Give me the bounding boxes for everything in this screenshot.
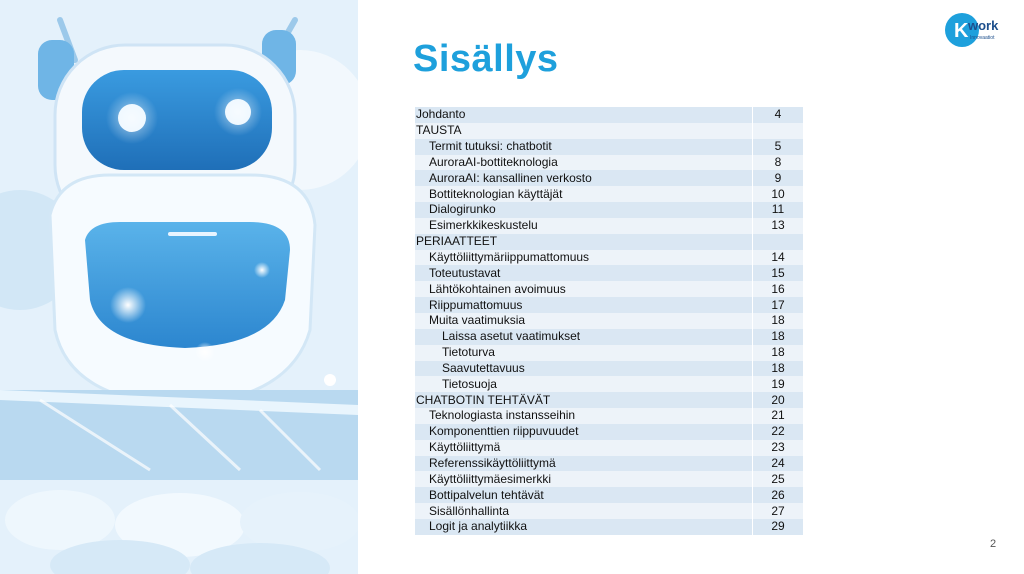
toc-row[interactable]	[415, 234, 803, 250]
toc-entry-label: Teknologiasta instansseihin	[415, 408, 753, 424]
toc-row[interactable]	[415, 123, 803, 139]
toc-entry-page	[753, 123, 804, 139]
toc-row[interactable]	[415, 487, 803, 503]
logo-subtext: Innovaatiot	[970, 35, 995, 41]
toc-entry-page: 20	[753, 392, 804, 408]
toc-row[interactable]	[415, 471, 803, 487]
toc-entry-label: Muita vaatimuksia	[415, 313, 753, 329]
page-title: Sisällys	[413, 38, 559, 80]
toc-entry-page: 16	[753, 281, 804, 297]
toc-row[interactable]	[415, 265, 803, 281]
toc-row[interactable]	[415, 408, 803, 424]
toc-row[interactable]	[415, 313, 803, 329]
toc-entry-page	[753, 234, 804, 250]
toc-row[interactable]	[415, 392, 803, 408]
toc-entry-label: Komponenttien riippuvuudet	[415, 424, 753, 440]
page-number: 2	[990, 538, 997, 550]
toc-entry-label: Lähtökohtainen avoimuus	[415, 281, 753, 297]
toc-entry-label: Termit tutuksi: chatbotit	[415, 139, 753, 155]
toc-entry-page: 4	[753, 107, 804, 123]
toc-row[interactable]	[415, 329, 803, 345]
toc-entry-page: 11	[753, 202, 804, 218]
toc-entry-label: Käyttöliittymäriippumattomuus	[415, 250, 753, 266]
toc-entry-label: Dialogirunko	[415, 202, 753, 218]
toc-row[interactable]	[415, 155, 803, 171]
toc-entry-page: 10	[753, 186, 804, 202]
toc-entry-label: Bottiteknologian käyttäjät	[415, 186, 753, 202]
toc-entry-page: 18	[753, 361, 804, 377]
toc-entry-page: 25	[753, 471, 804, 487]
toc-entry-page: 18	[753, 345, 804, 361]
toc-row[interactable]	[415, 186, 803, 202]
toc-entry-label: Tietoturva	[415, 345, 753, 361]
toc-entry-label: CHATBOTIN TEHTÄVÄT	[415, 392, 753, 408]
toc-entry-page: 19	[753, 376, 804, 392]
kwork-logo	[944, 10, 1010, 50]
toc-entry-page: 26	[753, 487, 804, 503]
toc-entry-page: 27	[753, 503, 804, 519]
toc-entry-page: 5	[753, 139, 804, 155]
toc-entry-page: 18	[753, 329, 804, 345]
toc-row[interactable]	[415, 170, 803, 186]
toc-entry-page: 9	[753, 170, 804, 186]
toc-entry-label: Esimerkkikeskustelu	[415, 218, 753, 234]
toc-entry-page: 22	[753, 424, 804, 440]
toc-entry-page: 23	[753, 440, 804, 456]
toc-entry-label: Käyttöliittymä	[415, 440, 753, 456]
toc-entry-page: 18	[753, 313, 804, 329]
toc-row[interactable]	[415, 297, 803, 313]
toc-entry-label: PERIAATTEET	[415, 234, 753, 250]
toc-entry-page: 13	[753, 218, 804, 234]
toc-entry-label: Johdanto	[415, 107, 753, 123]
table-of-contents	[415, 107, 803, 535]
toc-entry-label: Käyttöliittymäesimerkki	[415, 471, 753, 487]
toc-entry-label: Tietosuoja	[415, 376, 753, 392]
logo-letter: K	[954, 20, 969, 42]
toc-entry-label: Sisällönhallinta	[415, 503, 753, 519]
toc-entry-page: 21	[753, 408, 804, 424]
toc-entry-label: Saavutettavuus	[415, 361, 753, 377]
toc-row[interactable]	[415, 424, 803, 440]
toc-entry-label: Referenssikäyttöliittymä	[415, 456, 753, 472]
toc-row[interactable]	[415, 218, 803, 234]
toc-row[interactable]	[415, 503, 803, 519]
toc-row[interactable]	[415, 519, 803, 535]
toc-entry-label: Laissa asetut vaatimukset	[415, 329, 753, 345]
toc-row[interactable]	[415, 139, 803, 155]
toc-entry-page: 17	[753, 297, 804, 313]
toc-entry-label: AuroraAI-bottiteknologia	[415, 155, 753, 171]
toc-entry-page: 14	[753, 250, 804, 266]
toc-entry-page: 15	[753, 265, 804, 281]
toc-entry-page: 8	[753, 155, 804, 171]
toc-row[interactable]	[415, 107, 803, 123]
toc-entry-page: 29	[753, 519, 804, 535]
toc-row[interactable]	[415, 440, 803, 456]
toc-row[interactable]	[415, 281, 803, 297]
toc-row[interactable]	[415, 456, 803, 472]
toc-entry-label: Logit ja analytiikka	[415, 519, 753, 535]
toc-entry-label: AuroraAI: kansallinen verkosto	[415, 170, 753, 186]
toc-entry-label: Riippumattomuus	[415, 297, 753, 313]
toc-entry-label: TAUSTA	[415, 123, 753, 139]
robot-illustration	[0, 0, 358, 574]
logo-text: work	[968, 18, 999, 33]
toc-row[interactable]	[415, 345, 803, 361]
toc-row[interactable]	[415, 361, 803, 377]
toc-entry-label: Toteutustavat	[415, 265, 753, 281]
toc-entry-page: 24	[753, 456, 804, 472]
toc-row[interactable]	[415, 250, 803, 266]
toc-row[interactable]	[415, 202, 803, 218]
toc-row[interactable]	[415, 376, 803, 392]
toc-entry-label: Bottipalvelun tehtävät	[415, 487, 753, 503]
